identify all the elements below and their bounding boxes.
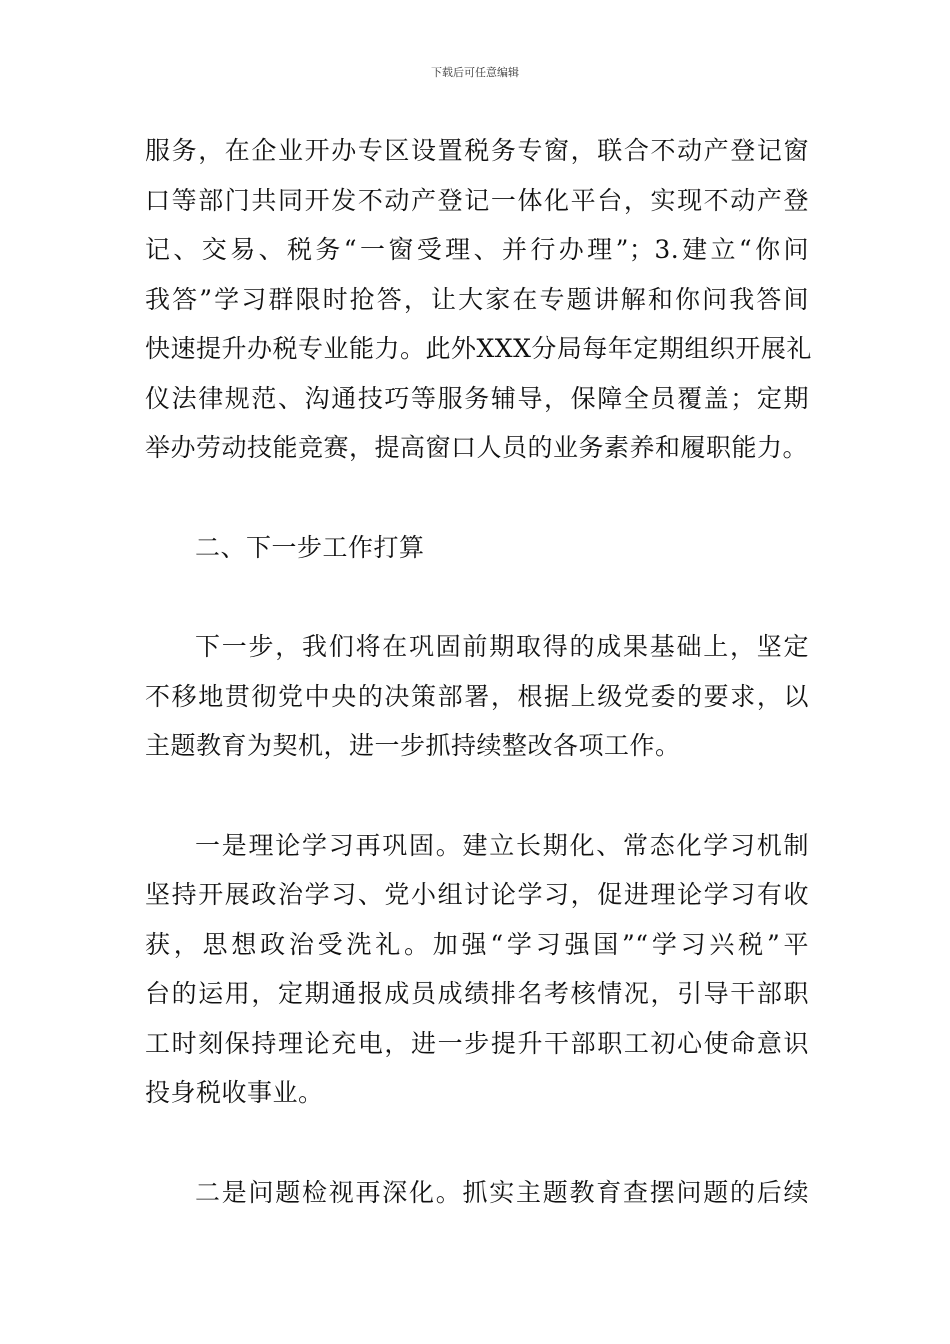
text-line: 主题教育为契机，进一步抓持续整改各项工作。: [145, 731, 681, 760]
paragraph-next-steps: [145, 622, 809, 771]
section-heading: [145, 523, 809, 573]
text-line: 举办劳动技能竞赛，提高窗口人员的业务素养和履职能力。: [145, 433, 809, 462]
text-line: 快速提升办税专业能力。此外XXX分局每年定期组织开展礼: [145, 334, 812, 363]
text-line: 下一步，我们将在巩固前期取得的成果基础上，坚定: [195, 632, 809, 661]
paragraph-service-measures: [145, 126, 812, 473]
paragraph-theory-study: [145, 821, 809, 1118]
text-line: 台的运用，定期通报成员成绩排名考核情况，引导干部职: [145, 979, 809, 1008]
text-line: 投身税收事业。: [145, 1078, 324, 1107]
page-header-note: 下载后可任意编辑: [431, 66, 519, 79]
text-line: 记、交易、税务“一窗受理、并行办理”；3.建立“你问: [145, 235, 809, 264]
text-line: 口等部门共同开发不动产登记一体化平台，实现不动产登: [145, 185, 809, 215]
document-body: [145, 126, 812, 1217]
text-line: 仪法律规范、沟通技巧等服务辅导，保障全员覆盖；定期: [145, 383, 809, 413]
text-line: 服务，在企业开办专区设置税务专窗，联合不动产登记窗: [145, 136, 809, 165]
text-line: 工时刻保持理论充电，进一步提升干部职工初心使命意识: [145, 1028, 809, 1058]
text-line: 二是问题检视再深化。抓实主题教育查摆问题的后续: [195, 1177, 809, 1207]
text-line: 坚持开展政治学习、党小组讨论学习，促进理论学习有收: [145, 880, 809, 909]
section-heading-text: 二、下一步工作打算: [195, 532, 425, 562]
text-line: 不移地贯彻党中央的决策部署，根据上级党委的要求，以: [145, 681, 809, 711]
text-line: 获，思想政治受洗礼。加强“学习强国”“学习兴税”平: [145, 929, 809, 959]
text-line: 我答”学习群限时抢答，让大家在专题讲解和你问我答间: [145, 284, 809, 314]
paragraph-problem-review: [145, 1168, 809, 1218]
text-line: 一是理论学习再巩固。建立长期化、常态化学习机制: [195, 830, 809, 860]
